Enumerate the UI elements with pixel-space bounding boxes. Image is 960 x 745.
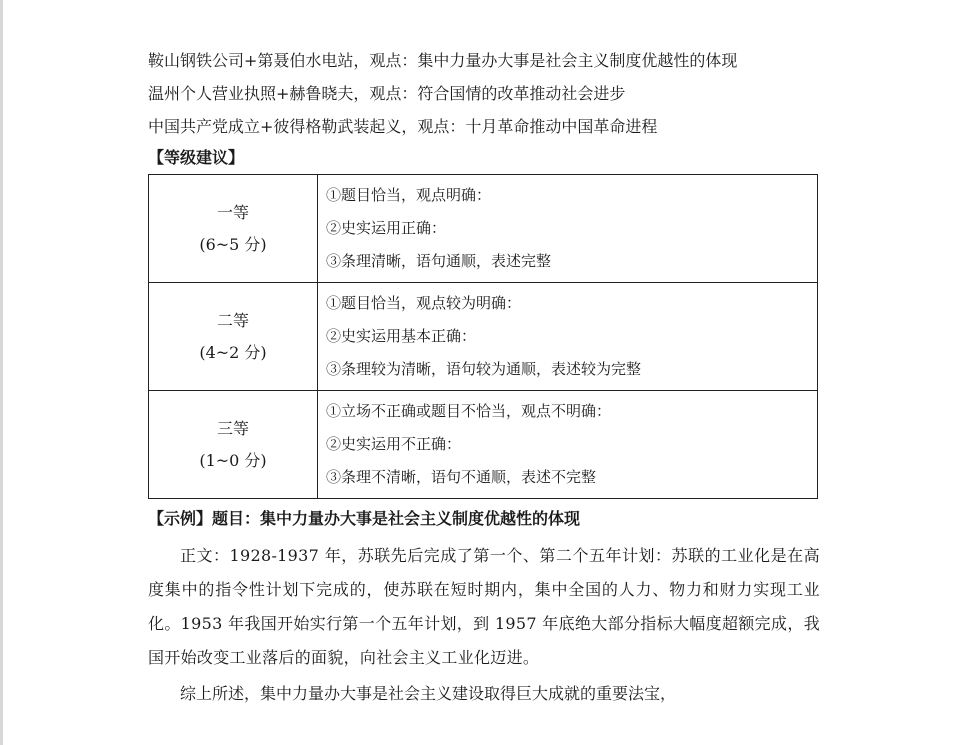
criterion: ①立场不正确或题目不恰当，观点不明确：	[326, 402, 612, 420]
grade-name: 三等	[216, 418, 249, 438]
grade-score: (6~5 分)	[199, 234, 267, 254]
grade-score: (4~2 分)	[199, 342, 267, 362]
grade-score: (1~0 分)	[199, 450, 267, 470]
criterion: ①题目恰当，观点明确：	[326, 186, 492, 204]
grade-row-2	[149, 283, 818, 391]
grade-row-3	[149, 391, 818, 499]
example-title: 【示例】题目：集中力量办大事是社会主义制度优越性的体现	[148, 509, 581, 528]
intro-line-1: 鞍山钢铁公司+第聂伯水电站，观点：集中力量办大事是社会主义制度优越性的体现	[148, 51, 738, 70]
grade-row-1	[149, 175, 818, 283]
intro-line-3: 中国共产党成立+彼得格勒武装起义，观点：十月革命推动中国革命进程	[148, 117, 658, 136]
grade-name: 一等	[216, 202, 249, 222]
criterion: ②史实运用基本正确：	[326, 327, 477, 345]
grade-level-cell	[149, 175, 318, 283]
grade-criteria-cell	[318, 391, 818, 499]
example-body-paragraph: 正文：1928-1937 年，苏联先后完成了第一个、第二个五年计划：苏联的工业化是在高度集中的指令性计划下完成的，使苏联在短时期内，集中全国的人力、物力和财力实现工业化。1953 年我国开始实行第一个五年计划，到 1957 年底绝大部分指标大幅度超额完成，我国开始改变工业落后的面貌，向社会主义工业化迈进。	[148, 546, 820, 667]
criterion: ③条理清晰，语句通顺，表述完整	[326, 252, 552, 270]
page-left-edge	[0, 0, 3, 745]
criterion: ③条理较为清晰，语句较为通顺，表述较为完整	[326, 360, 642, 378]
grade-level-cell	[149, 391, 318, 499]
example-summary: 综上所述，集中力量办大事是社会主义建设取得巨大成就的重要法宝，	[180, 684, 677, 703]
criterion: ③条理不清晰，语句不通顺，表述不完整	[326, 468, 597, 486]
grade-criteria-cell	[318, 175, 818, 283]
criterion: ②史实运用不正确：	[326, 435, 462, 453]
grade-level-cell	[149, 283, 318, 391]
grade-criteria-cell	[318, 283, 818, 391]
grade-table	[148, 174, 818, 499]
intro-line-2: 温州个人营业执照+赫鲁晓夫，观点：符合国情的改革推动社会进步	[148, 84, 626, 103]
grade-name: 二等	[216, 310, 249, 330]
criterion: ①题目恰当，观点较为明确：	[326, 294, 522, 312]
criterion: ②史实运用正确：	[326, 219, 447, 237]
document-page	[148, 44, 828, 711]
grade-heading: 【等级建议】	[148, 148, 245, 167]
